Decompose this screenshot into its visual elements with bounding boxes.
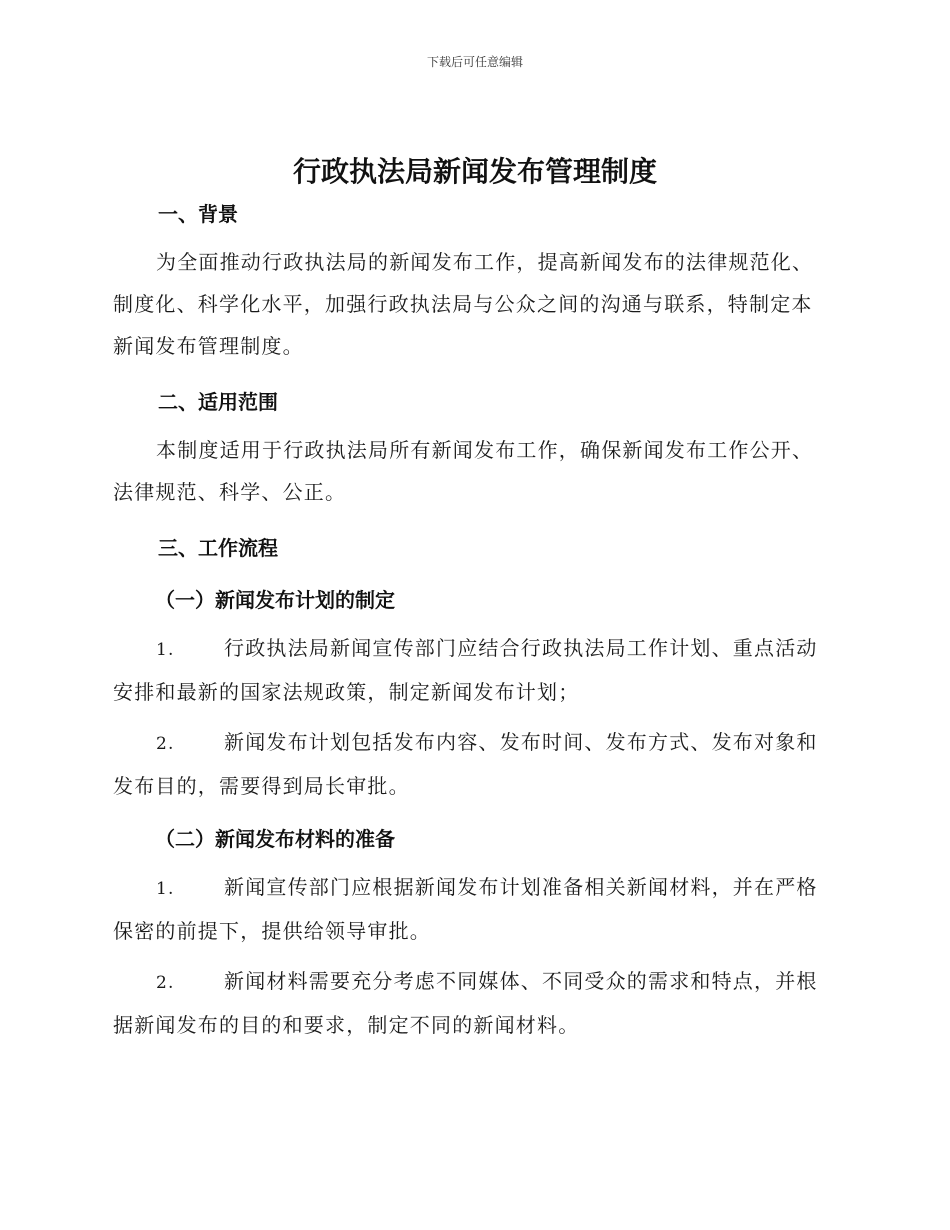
document-title: 行政执法局新闻发布管理制度	[292, 155, 657, 188]
list-item-first-line	[113, 627, 831, 671]
list-item-first-line	[113, 866, 831, 910]
list-item-number: 2.	[156, 973, 175, 993]
subsection-heading-plan: （一）新闻发布计划的制定	[155, 588, 395, 612]
list-item-first-line	[113, 721, 831, 765]
section-heading-background: 一、背景	[158, 202, 238, 226]
paragraph-line: 安排和最新的国家法规政策，制定新闻发布计划；	[113, 680, 580, 704]
list-item	[113, 960, 831, 1046]
section-heading-scope: 二、适用范围	[158, 390, 278, 414]
paragraph-line: 为全面推动行政执法局的新闻发布工作，提高新闻发布的法律规范化、	[156, 250, 814, 274]
paragraph-line: 新闻材料需要充分考虑不同媒体、不同受众的需求和特点，并根	[224, 969, 818, 993]
list-item-number: 2.	[156, 734, 175, 754]
list-item	[113, 721, 831, 807]
list-item-number: 1.	[156, 879, 175, 899]
paragraph-line: 新闻宣传部门应根据新闻发布计划准备相关新闻材料，并在严格	[224, 875, 818, 899]
paragraph-line: 新闻发布计划包括发布内容、发布时间、发布方式、发布对象和	[224, 730, 818, 754]
list-item	[113, 866, 831, 952]
header-note: 下载后可任意编辑	[426, 55, 523, 69]
paragraph-line: 据新闻发布的目的和要求，制定不同的新闻材料。	[113, 1013, 580, 1037]
paragraph-line: 行政执法局新闻宣传部门应结合行政执法局工作计划、重点活动	[224, 636, 818, 660]
paragraph-background	[113, 241, 831, 367]
paragraph-line: 制度化、科学化水平，加强行政执法局与公众之间的沟通与联系，特制定本	[113, 292, 813, 316]
list-item-number: 1.	[156, 640, 175, 660]
paragraph-line: 本制度适用于行政执法局所有新闻发布工作，确保新闻发布工作公开、	[156, 438, 814, 462]
paragraph-line: 发布目的，需要得到局长审批。	[113, 774, 410, 798]
paragraph-line: 新闻发布管理制度。	[113, 334, 304, 358]
list-item-first-line	[113, 960, 831, 1004]
paragraph-line: 保密的前提下，提供给领导审批。	[113, 919, 431, 943]
paragraph-line: 法律规范、科学、公正。	[113, 480, 347, 504]
list-item	[113, 627, 831, 713]
subsection-heading-materials: （二）新闻发布材料的准备	[155, 827, 395, 851]
paragraph-scope	[113, 429, 831, 513]
section-heading-workflow: 三、工作流程	[158, 536, 278, 560]
